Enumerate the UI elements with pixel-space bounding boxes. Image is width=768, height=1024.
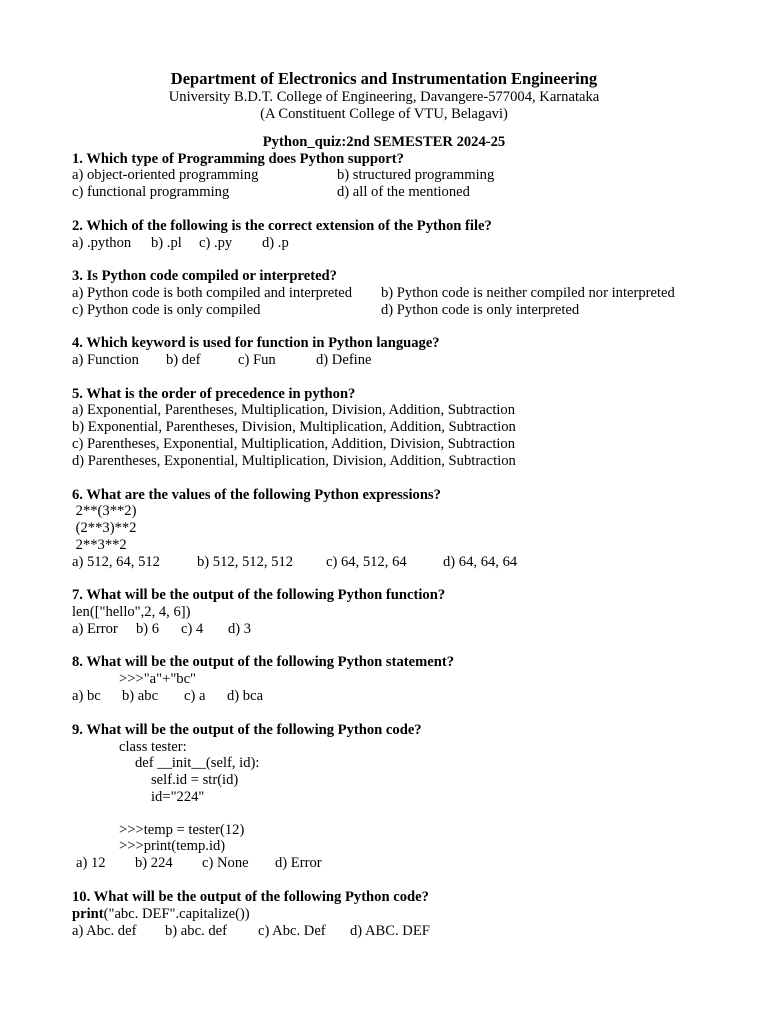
q8-option-a: a) bc: [72, 688, 101, 704]
q4-option-a: a) Function: [72, 352, 139, 368]
q7-option-d: d) 3: [228, 621, 252, 637]
q9-code-line: self.id = str(id): [151, 772, 239, 788]
q9-code-line: class tester:: [119, 739, 187, 755]
q6-code-line: 2**3**2: [72, 537, 127, 553]
q2-option-c: c) .py: [199, 235, 233, 251]
q3-option-c: c) Python code is only compiled: [72, 302, 261, 318]
q9-option-d: d) Error: [275, 855, 322, 871]
question-1: 1. Which type of Programming does Python support?: [72, 151, 404, 167]
q4-option-b: b) def: [166, 352, 201, 368]
quiz-title: Python_quiz:2nd SEMESTER 2024-25: [262, 134, 506, 150]
q1-option-a: a) object-oriented programming: [72, 167, 259, 183]
question-6: 6. What are the values of the following Python expressions?: [72, 487, 441, 503]
q4-option-c: c) Fun: [238, 352, 276, 368]
q9-code-line: >>>temp = tester(12): [119, 822, 245, 838]
q9-option-c: c) None: [202, 855, 249, 871]
q2-option-d: d) .p: [262, 235, 289, 251]
q9-code-line: id="224": [151, 789, 205, 805]
question-5: 5. What is the order of precedence in python?: [72, 386, 356, 402]
q3-option-d: d) Python code is only interpreted: [381, 302, 580, 318]
q6-option-b: b) 512, 512, 512: [197, 554, 294, 570]
q5-option-d: d) Parentheses, Exponential, Multiplication, Division, Addition, Subtraction: [72, 453, 516, 469]
q10-option-d: d) ABC. DEF: [350, 923, 430, 939]
q7-code-line: len(["hello",2, 4, 6]): [72, 604, 191, 620]
q7-option-b: b) 6: [136, 621, 160, 637]
college-name: University B.D.T. College of Engineering, Davangere-577004, Karnataka: [168, 89, 600, 105]
question-2: 2. Which of the following is the correct extension of the Python file?: [72, 218, 492, 234]
q4-option-d: d) Define: [316, 352, 372, 368]
q8-code-line: >>>"a"+"bc": [119, 671, 197, 687]
q7-option-a: a) Error: [72, 621, 118, 637]
q6-code-line: 2**(3**2): [72, 503, 137, 519]
q7-option-c: c) 4: [181, 621, 204, 637]
q10-code-rest: ("abc. DEF".capitalize()): [103, 906, 250, 922]
q3-option-a: a) Python code is both compiled and interpreted: [72, 285, 353, 301]
q5-option-c: c) Parentheses, Exponential, Multiplication, Addition, Division, Subtraction: [72, 436, 516, 452]
q3-option-b: b) Python code is neither compiled nor interpreted: [381, 285, 675, 301]
q1-option-d: d) all of the mentioned: [337, 184, 470, 200]
q6-option-c: c) 64, 512, 64: [326, 554, 407, 570]
question-4: 4. Which keyword is used for function in Python language?: [72, 335, 440, 351]
q9-option-a: a) 12: [76, 855, 106, 871]
question-8: 8. What will be the output of the following Python statement?: [72, 654, 455, 670]
q9-option-b: b) 224: [135, 855, 173, 871]
question-10: 10. What will be the output of the following Python code?: [72, 889, 429, 905]
q10-option-b: b) abc. def: [165, 923, 227, 939]
q5-option-a: a) Exponential, Parentheses, Multiplication, Division, Addition, Subtraction: [72, 402, 516, 418]
question-7: 7. What will be the output of the following Python function?: [72, 587, 446, 603]
q1-option-b: b) structured programming: [337, 167, 495, 183]
q10-option-c: c) Abc. Def: [258, 923, 326, 939]
q6-code-line: (2**3)**2: [72, 520, 137, 536]
q2-option-b: b) .pl: [151, 235, 182, 251]
department-title: Department of Electronics and Instrumentation Engineering: [170, 69, 598, 88]
q8-option-d: d) bca: [227, 688, 264, 704]
question-3: 3. Is Python code compiled or interpreted?: [72, 268, 337, 284]
q10-code-line: [72, 906, 250, 923]
q8-option-c: c) a: [184, 688, 206, 704]
q6-option-a: a) 512, 64, 512: [72, 554, 160, 570]
q2-option-a: a) .python: [72, 235, 132, 251]
q9-code-line: >>>print(temp.id): [119, 838, 226, 854]
q10-option-a: a) Abc. def: [72, 923, 137, 939]
q8-option-b: b) abc: [122, 688, 159, 704]
question-9: 9. What will be the output of the following Python code?: [72, 722, 422, 738]
q5-option-b: b) Exponential, Parentheses, Division, Multiplication, Addition, Subtraction: [72, 419, 516, 435]
constituent-note: (A Constituent College of VTU, Belagavi): [260, 106, 508, 122]
q9-code-line: def __init__(self, id):: [135, 755, 260, 771]
q10-code-keyword: print: [72, 906, 104, 922]
q1-option-c: c) functional programming: [72, 184, 230, 200]
q6-option-d: d) 64, 64, 64: [443, 554, 518, 570]
